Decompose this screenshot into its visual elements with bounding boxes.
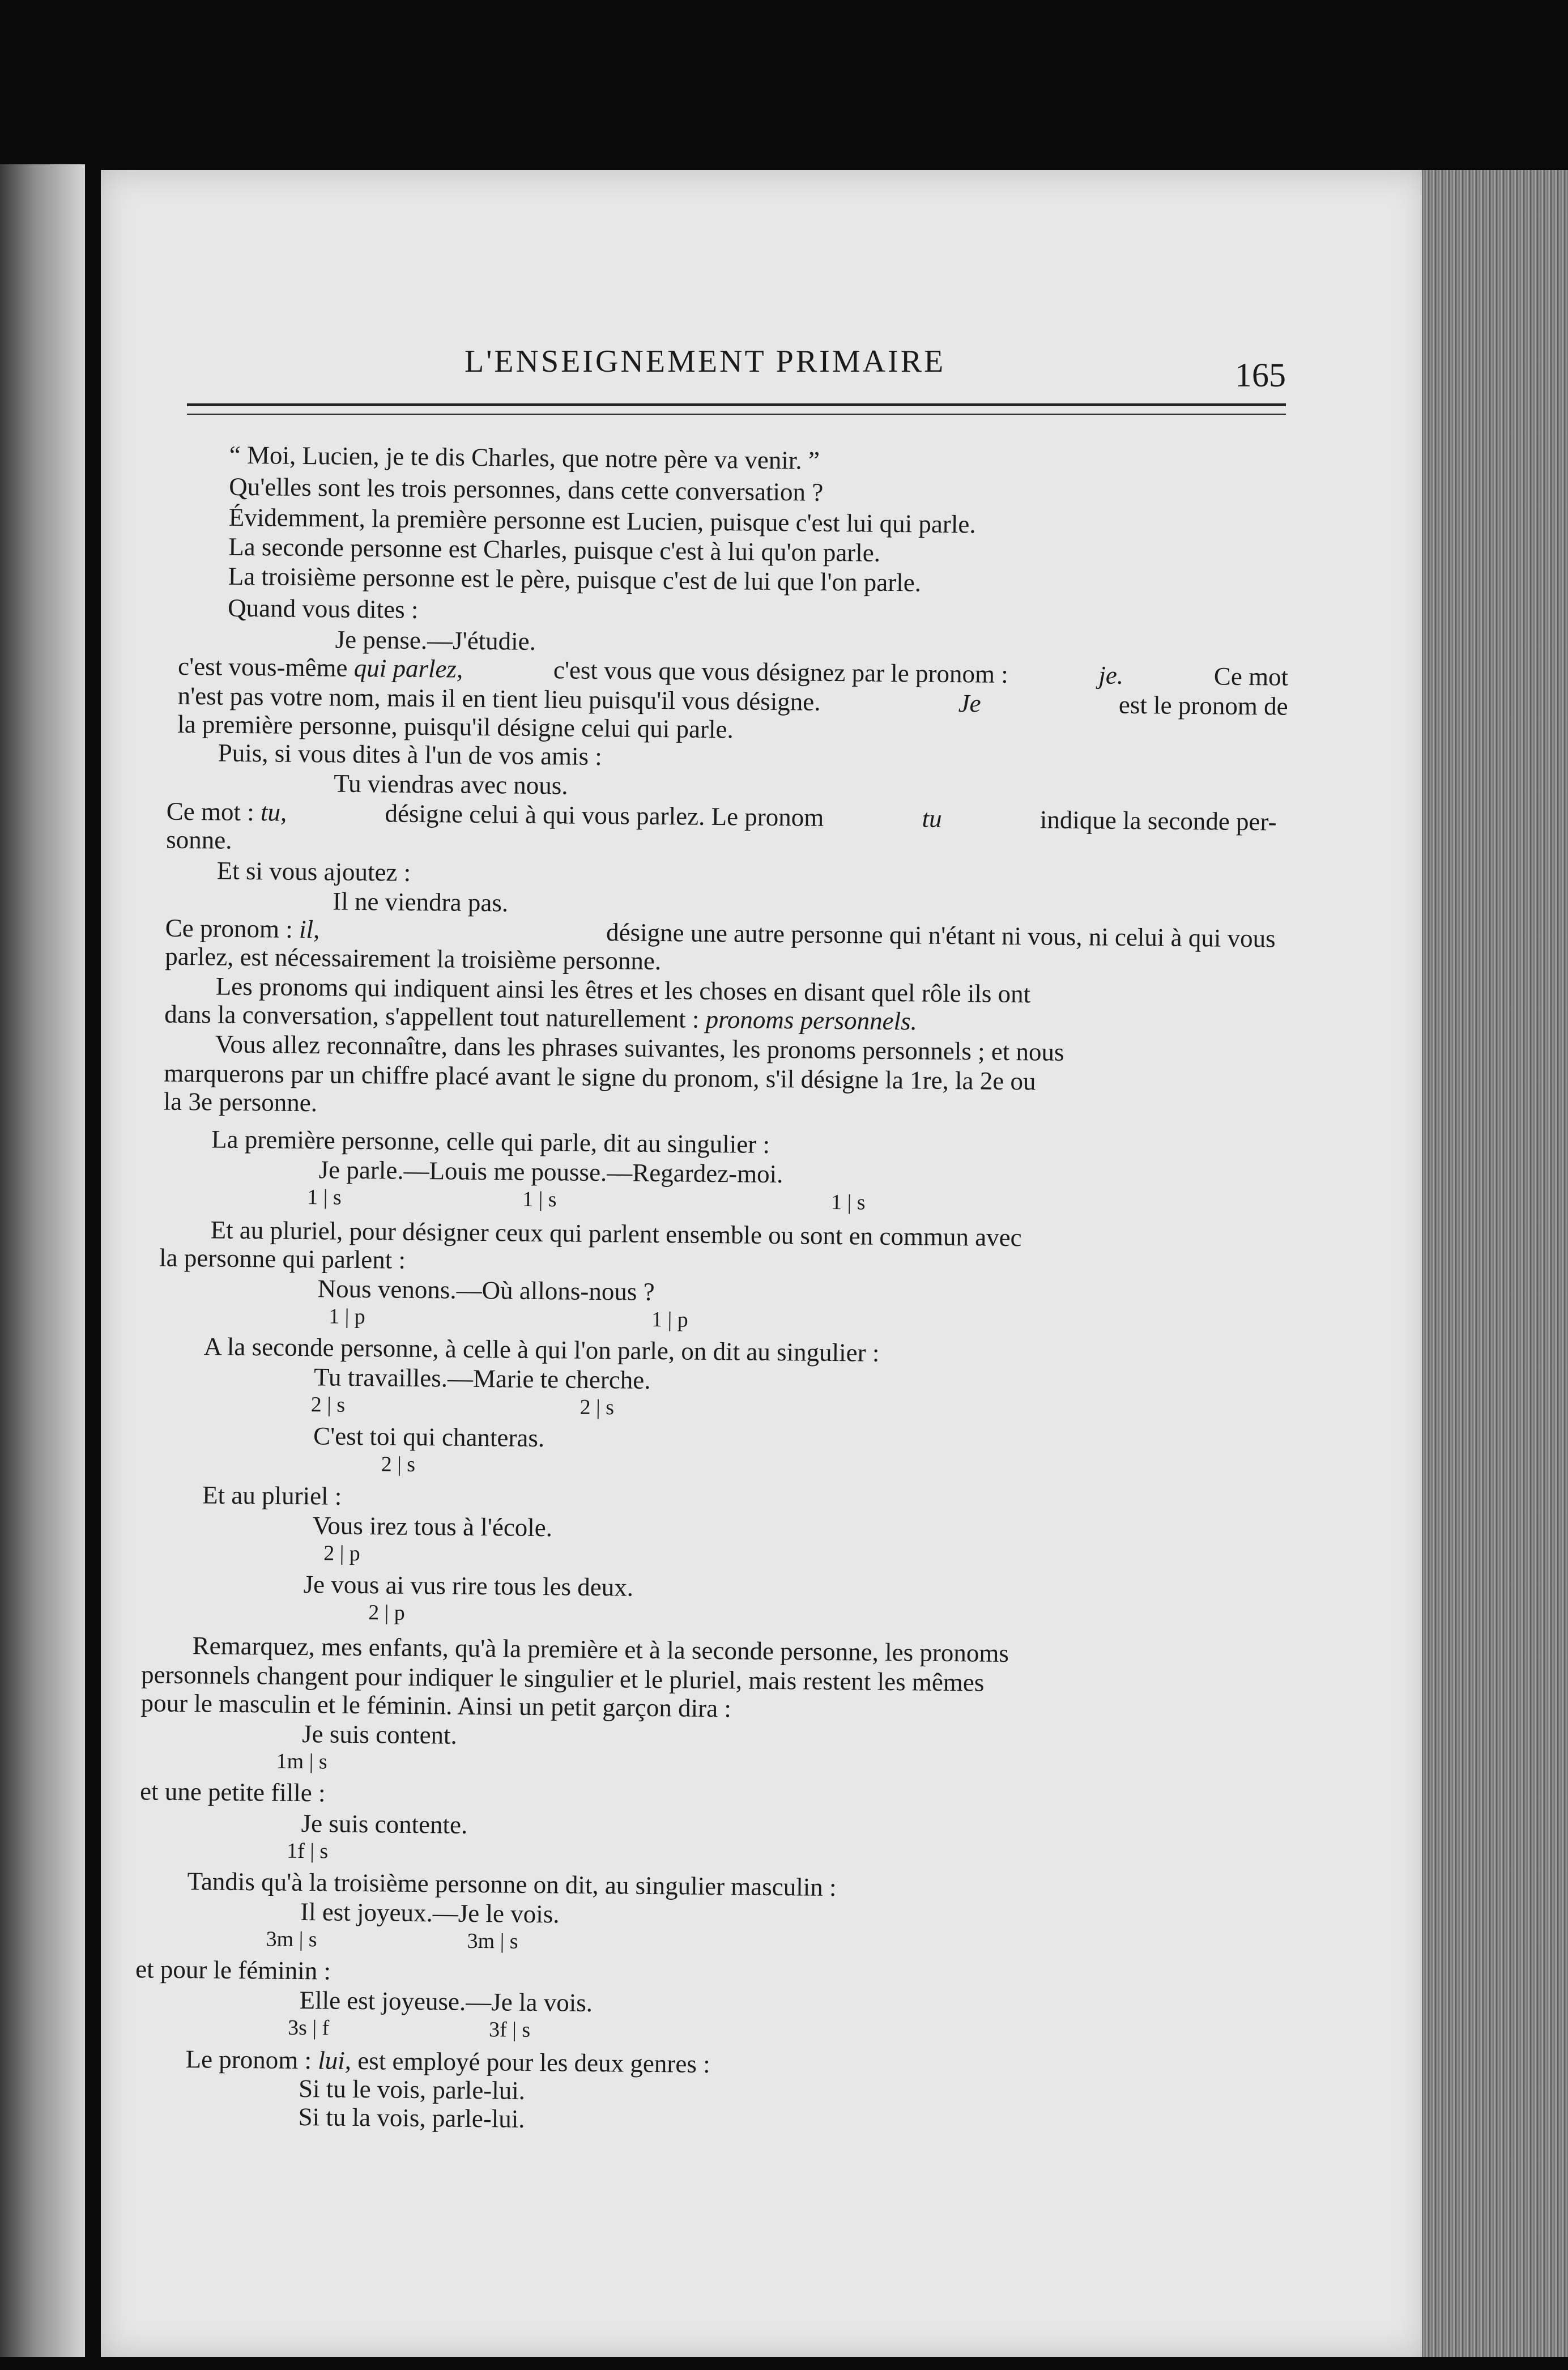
italic-span: tu, <box>260 798 287 827</box>
text-line: Vous allez reconnaître, dans les phrases suivantes, les pronoms personnels ; et nous <box>215 1029 1064 1066</box>
text-span: Ce pronom : <box>165 913 293 943</box>
text-line: Et au pluriel, pour désigner ceux qui parlent ensemble ou sont en commun avec <box>210 1215 1022 1252</box>
text-line: et une petite fille : <box>139 1777 326 1807</box>
text-line: La seconde personne est Charles, puisque c'est à lui qu'on parle. <box>228 532 881 567</box>
pronoun-annotation: 1 | s <box>830 1190 866 1215</box>
pronoun-annotation: 2 | s <box>381 1452 416 1477</box>
pronoun-annotation: 2 | s <box>580 1395 615 1420</box>
text-line: Remarquez, mes enfants, qu'à la première et à la seconde personne, les pronoms <box>192 1631 1009 1668</box>
text-span: Ce mot <box>1213 662 1289 691</box>
text-line: marquerons par un chiffre placé avant le signe du pronom, s'il désigne la 1re, la 2e ou <box>164 1058 1036 1096</box>
text-line: sonne. <box>166 825 232 854</box>
text-line: Tandis qu'à la troisième personne on dit, au singulier masculin : <box>187 1867 837 1902</box>
text-line <box>164 999 918 1036</box>
text-line: Évidemment, la première personne est Lucien, puisque c'est lui qui parle. <box>228 503 976 539</box>
pronoun-annotation: 3s | f <box>287 2015 330 2040</box>
pronoun-annotation: 3f | s <box>488 2018 531 2042</box>
text-span: désigne une autre personne qui n'étant ni vous, ni celui à qui vous <box>606 918 1276 953</box>
text-line: “ Moi, Lucien, je te dis Charles, que notre père va venir. ” <box>229 440 820 475</box>
example-line: Tu viendras avec nous. <box>333 769 568 800</box>
text-span: indique la seconde per- <box>1039 805 1277 836</box>
text-line: parlez, est nécessairement la troisième personne. <box>165 942 662 976</box>
example-line: Si tu la vois, parle-lui. <box>298 2103 525 2133</box>
example-line: C'est toi qui chanteras. <box>313 1422 545 1453</box>
italic-span: tu <box>922 804 942 833</box>
text-line: Et au pluriel : <box>202 1480 342 1510</box>
pronoun-annotation: 2 | p <box>368 1601 405 1625</box>
example-line: Je suis content. <box>301 1720 458 1750</box>
text-line: personnels changent pour indiquer le singulier et le pluriel, mais restent les mêmes <box>140 1660 985 1697</box>
text-span: est employé pour les deux genres : <box>357 2046 710 2078</box>
italic-span: Je <box>958 689 981 718</box>
text-line: pour le masculin et le féminin. Ainsi un petit garçon dira : <box>140 1688 732 1723</box>
text-line: La troisième personne est le père, puisque c'est de lui que l'on parle. <box>228 561 922 597</box>
text-line: Qu'elles sont les trois personnes, dans cette conversation ? <box>229 472 824 507</box>
example-line: Elle est joyeuse.—Je la vois. <box>299 1986 593 2017</box>
pronoun-annotation: 1 | s <box>522 1187 557 1212</box>
text-line <box>185 2046 710 2077</box>
pronoun-annotation: 2 | p <box>323 1541 360 1566</box>
text-span: c'est vous que vous désignez par le pronom : <box>553 656 1009 688</box>
text-span: Le pronom : <box>185 2045 312 2075</box>
text-span: dans la conversation, s'appellent tout naturellement : <box>164 999 700 1033</box>
text-span: n'est pas votre nom, mais il en tient lieu puisqu'il vous désigne. <box>177 681 821 716</box>
pronoun-annotation: 1 | p <box>651 1307 688 1332</box>
text-line: et pour le féminin : <box>135 1955 331 1985</box>
example-line: Vous irez tous à l'école. <box>312 1511 553 1542</box>
page-number: 165 <box>1235 356 1286 394</box>
text-line: La première personne, celle qui parle, dit au singulier : <box>211 1125 770 1159</box>
pronoun-annotation: 1m | s <box>276 1749 327 1774</box>
text-line: A la seconde personne, à celle à qui l'on parle, on dit au singulier : <box>203 1332 880 1367</box>
example-line: Il ne viendra pas. <box>332 887 509 917</box>
text-line: Quand vous dites : <box>227 593 419 624</box>
pronoun-annotation: 2 | s <box>310 1393 346 1417</box>
text-span: Ce mot : <box>166 797 254 827</box>
text-line: la personne qui parlent : <box>159 1243 406 1274</box>
italic-span: pronoms personnels. <box>705 1005 918 1036</box>
text-span: désigne celui à qui vous parlez. Le pronom <box>385 799 824 832</box>
example-line: Je parle.—Louis me pousse.—Regardez-moi. <box>318 1155 783 1189</box>
text-line: la première personne, puisqu'il désigne celui qui parle. <box>177 709 734 744</box>
example-line: Je suis contente. <box>301 1809 468 1839</box>
text-span: c'est vous-même <box>177 652 348 682</box>
text-line <box>167 799 1277 835</box>
example-line: Nous venons.—Où allons-nous ? <box>317 1274 655 1306</box>
text-span: est le pronom de <box>1118 690 1288 721</box>
running-header: L'ENSEIGNEMENT PRIMAIRE <box>465 344 946 379</box>
italic-span: qui parlez, <box>353 653 463 683</box>
pronoun-annotation: 1 | s <box>307 1185 342 1210</box>
italic-span: il, <box>299 914 320 944</box>
text-line: Les pronoms qui indiquent ainsi les êtres et les choses en disant quel rôle ils ont <box>215 972 1031 1009</box>
text-line: Et si vous ajoutez : <box>216 856 411 887</box>
example-line: Tu travailles.—Marie te cherche. <box>313 1363 651 1394</box>
example-line: Il est joyeux.—Je le vois. <box>300 1897 560 1929</box>
pronoun-annotation: 3m | s <box>266 1927 317 1952</box>
text-line: la 3e personne. <box>163 1087 318 1117</box>
pronoun-annotation: 1f | s <box>286 1839 329 1863</box>
italic-span: je. <box>1098 661 1124 690</box>
example-line: Je pense.—J'étudie. <box>335 625 536 656</box>
pronoun-annotation: 1 | p <box>328 1304 366 1329</box>
example-line: Si tu le vois, parle-lui. <box>298 2074 526 2105</box>
example-line: Je vous ai vus rire tous les deux. <box>303 1570 634 1602</box>
italic-span: lui, <box>318 2046 352 2075</box>
pronoun-annotation: 3m | s <box>467 1929 518 1954</box>
text-line: Puis, si vous dites à l'un de vos amis : <box>218 738 603 771</box>
